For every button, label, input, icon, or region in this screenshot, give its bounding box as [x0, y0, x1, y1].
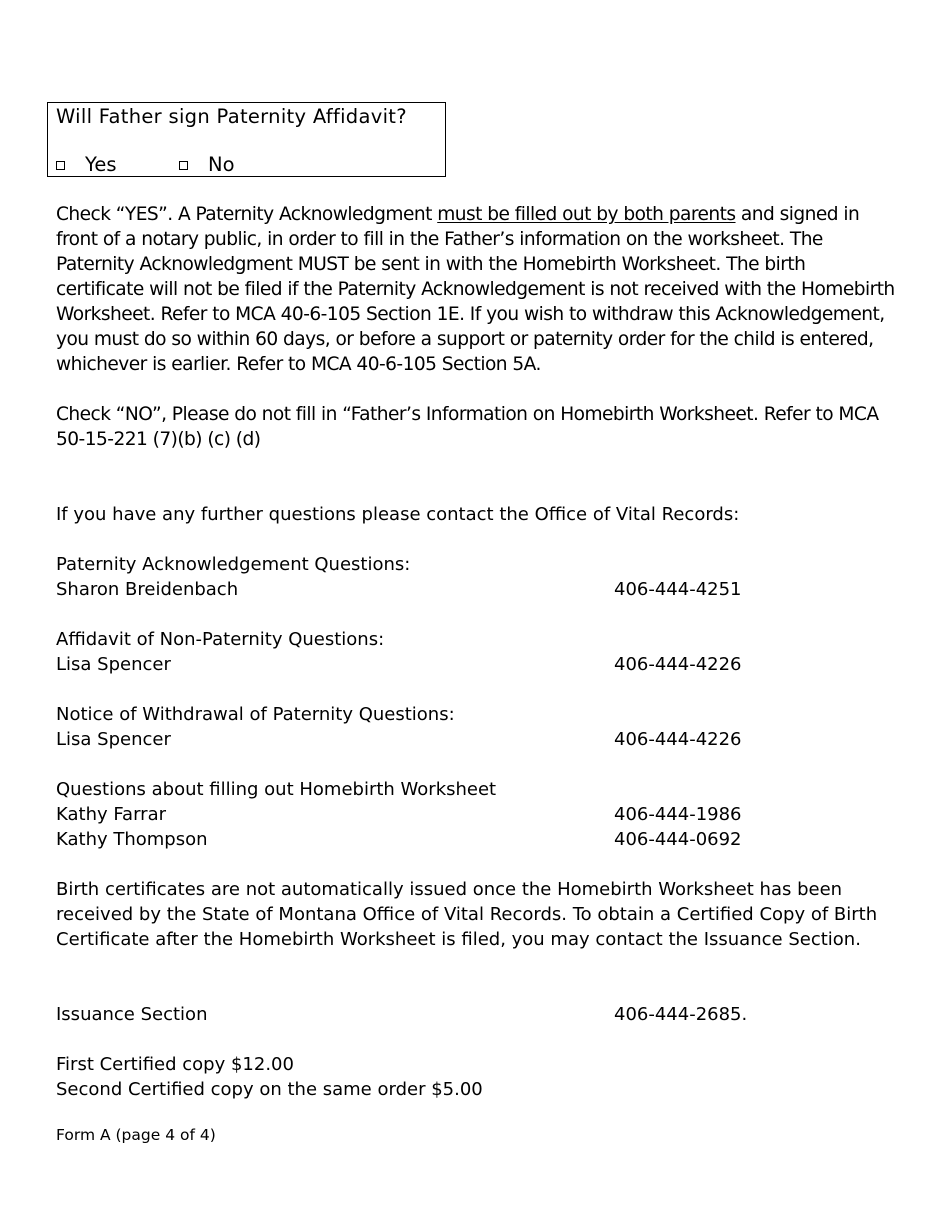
- paternity-ack-heading: Paternity Acknowledgement Questions:: [56, 554, 411, 575]
- yes-instructions-underlined: must be filled out by both parents: [437, 204, 736, 225]
- fee-first: First Certified copy $12.00: [56, 1054, 294, 1075]
- no-instructions: Check “NO”, Please do not fill in “Father’s Information on Homebirth Worksheet. Refer to MCA 50-15-221 (7)(b) (c) (d): [56, 404, 879, 450]
- contact-phone: 406-444-4226: [614, 729, 742, 750]
- contact-name: Kathy Farrar: [56, 804, 167, 825]
- non-paternity-heading: Affidavit of Non-Paternity Questions:: [56, 629, 385, 650]
- contact-name: Lisa Spencer: [56, 654, 171, 675]
- contact-intro: If you have any further questions please contact the Office of Vital Records:: [56, 504, 740, 525]
- no-option[interactable]: [179, 153, 235, 176]
- fee-second: Second Certified copy on the same order $5.00: [56, 1079, 483, 1100]
- no-label: No: [208, 153, 235, 176]
- contact-phone: 406-444-4226: [614, 654, 742, 675]
- page-footer: Form A (page 4 of 4): [56, 1126, 216, 1144]
- contact-name: Lisa Spencer: [56, 729, 171, 750]
- withdrawal-heading: Notice of Withdrawal of Paternity Questions:: [56, 704, 455, 725]
- yes-label: Yes: [85, 153, 117, 176]
- yes-instructions-part1: Check “YES”. A Paternity Acknowledgment: [56, 204, 438, 225]
- yes-instructions: [56, 202, 896, 377]
- contact-phone: 406-444-1986: [614, 804, 742, 825]
- yes-checkbox[interactable]: [56, 161, 65, 170]
- yes-instructions-part2: and signed in front of a notary public, in order to fill in the Father’s information on the worksheet. The Paternity Acknowledgment MUST be sent in with the Homebirth Worksheet. The birth certificate will not be filed if the Paternity Acknowledgement is not received with the Homebirth Worksheet. Refer to MCA 40-6-105 Section 1E. If you wish to withdraw this Acknowledgement, you must do so within 60 days, or before a support or paternity order for the child is entered, whichever is earlier. Refer to MCA 40-6-105 Section 5A.: [56, 204, 895, 375]
- issuance-label: Issuance Section: [56, 1004, 208, 1025]
- yes-option[interactable]: [56, 153, 116, 176]
- no-checkbox[interactable]: [179, 161, 188, 170]
- contact-phone: 406-444-4251: [614, 579, 742, 600]
- issuance-paragraph: Birth certificates are not automatically issued once the Homebirth Worksheet has been received by the State of Montana Office of Vital Records. To obtain a Certified Copy of Birth Certificate after the Homebirth Worksheet is filed, you may contact the Issuance Section.: [56, 879, 878, 950]
- worksheet-heading: Questions about filling out Homebirth Worksheet: [56, 779, 497, 800]
- contact-name: Sharon Breidenbach: [56, 579, 239, 600]
- contact-phone: 406-444-0692: [614, 829, 742, 850]
- contact-name: Kathy Thompson: [56, 829, 208, 850]
- paternity-question: Will Father sign Paternity Affidavit?: [56, 105, 407, 128]
- issuance-phone: 406-444-2685.: [614, 1004, 748, 1025]
- paternity-question-box: [47, 102, 446, 177]
